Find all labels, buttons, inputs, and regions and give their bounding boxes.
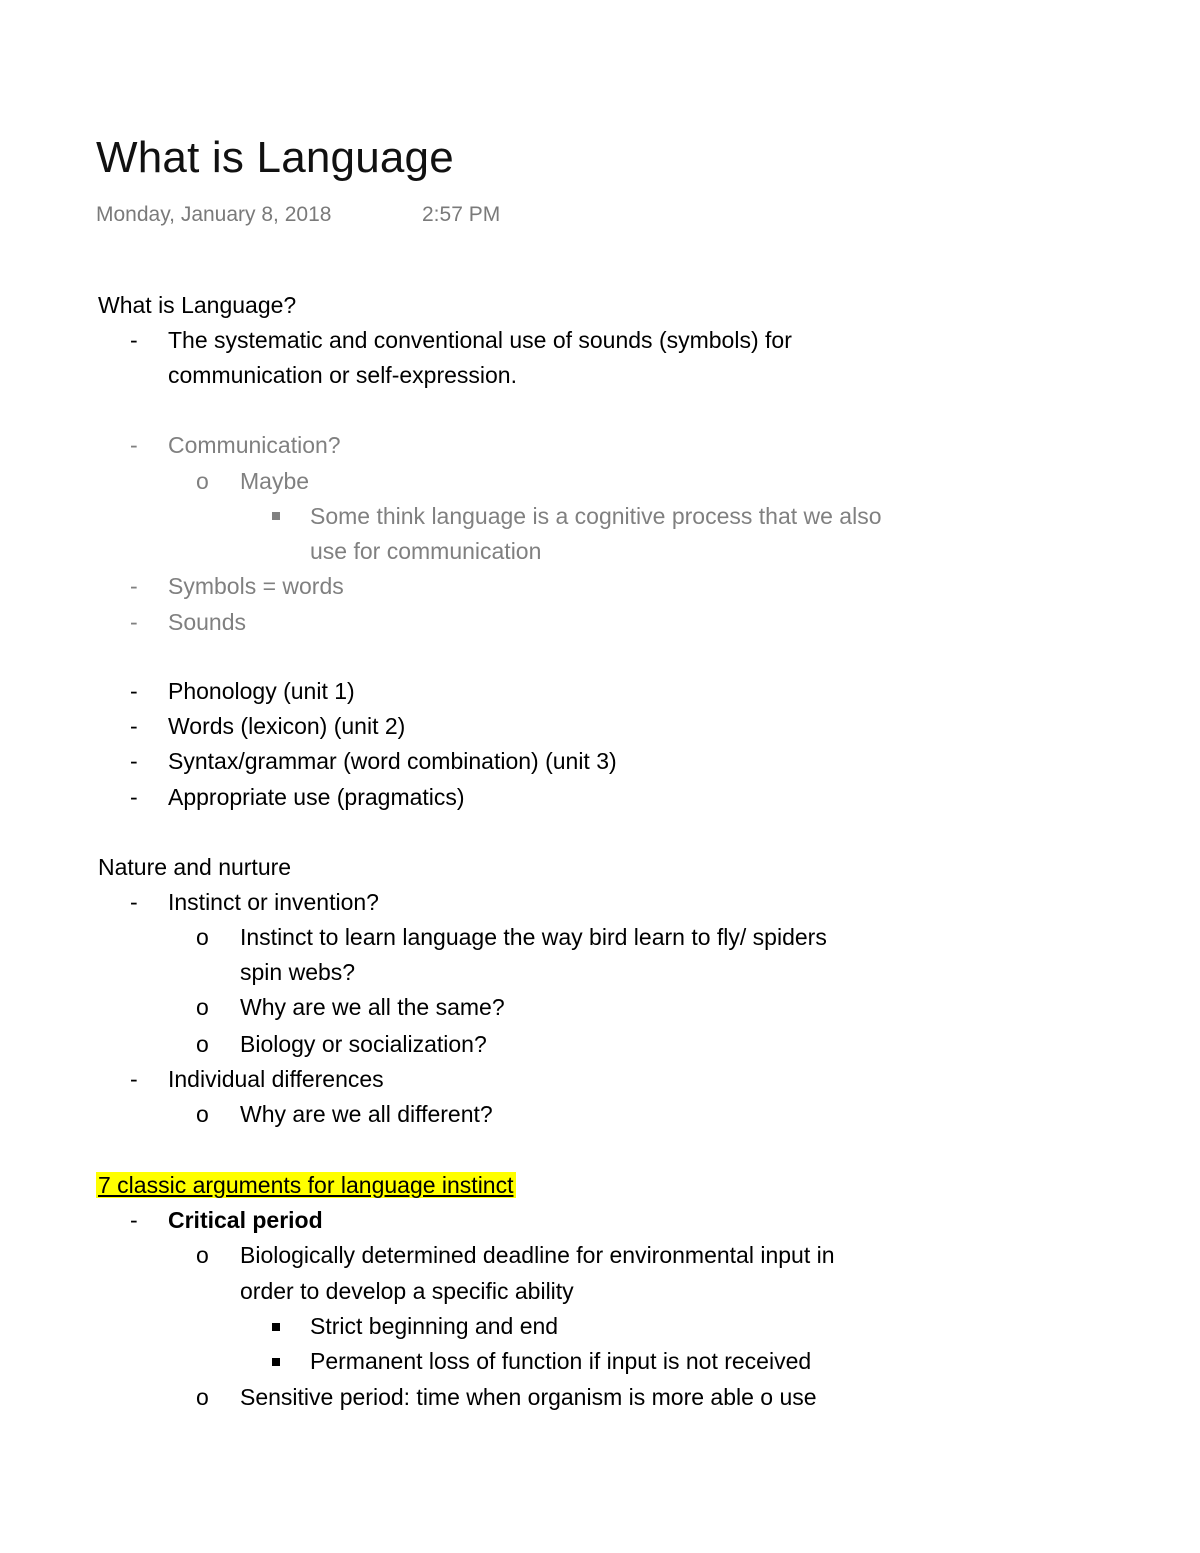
definition-line-2: communication or self-expression. [168,362,517,388]
dash-marker: - [130,784,138,810]
circle-marker: o [196,924,209,950]
item-instinct-or-invention: Instinct or invention? [168,889,379,915]
item-why-same: Why are we all the same? [240,994,505,1020]
dash-marker: - [130,748,138,774]
heading-nature-nurture: Nature and nurture [98,854,292,880]
item-individual-differences: Individual differences [168,1066,384,1092]
circle-marker: o [196,1031,209,1057]
bio-line-2: order to develop a specific ability [240,1278,574,1304]
dash-marker: - [130,609,138,635]
note-date: Monday, January 8, 2018 [96,203,332,226]
item-biology: Biology or socialization? [240,1031,487,1057]
dash-marker: - [130,573,138,599]
item-syntax: Syntax/grammar (word combination) (unit 3) [168,748,617,774]
circle-marker: o [196,1101,209,1127]
highlighted-heading-text: 7 classic arguments for language instinct [98,1172,514,1198]
item-maybe: Maybe [240,468,310,494]
item-communication: Communication? [168,432,341,458]
item-strict: Strict beginning and end [310,1313,559,1339]
dash-marker: - [130,432,138,458]
circle-marker: o [196,1384,209,1410]
square-bullet-icon [272,1358,280,1366]
dash-marker: - [130,1066,138,1092]
item-sounds: Sounds [168,609,247,635]
page-bottom-cutoff [0,1416,1200,1553]
dash-marker: - [130,889,138,915]
item-symbols: Symbols = words [168,573,344,599]
bio-line-1: Biologically determined deadline for environmental input in [240,1242,835,1268]
dash-marker: - [130,1207,138,1233]
heading-what-is-language: What is Language? [98,292,297,318]
some-think-line-1: Some think language is a cognitive process that we also [310,503,882,529]
circle-marker: o [196,1242,209,1268]
some-think-line-2: use for communication [310,538,542,564]
heading-classic-arguments [96,1168,516,1203]
sensitive-line-1: Sensitive period: time when organism is more able o use [240,1384,817,1410]
square-bullet-icon [272,1323,280,1331]
item-why-different: Why are we all different? [240,1101,493,1127]
item-appropriate-use: Appropriate use (pragmatics) [168,784,465,810]
item-phonology: Phonology (unit 1) [168,678,355,704]
square-bullet-icon [272,512,280,520]
instinct-line-1: Instinct to learn language the way bird learn to fly/ spiders [240,924,827,950]
item-permanent: Permanent loss of function if input is not received [310,1348,812,1374]
circle-marker: o [196,468,209,494]
dash-marker: - [130,678,138,704]
circle-marker: o [196,994,209,1020]
dash-marker: - [130,327,138,353]
item-critical-period: Critical period [168,1207,323,1233]
page-title: What is Language [96,133,454,182]
note-time: 2:57 PM [422,203,501,226]
item-words: Words (lexicon) (unit 2) [168,713,406,739]
dash-marker: - [130,713,138,739]
instinct-line-2: spin webs? [240,959,356,985]
definition-line-1: The systematic and conventional use of sounds (symbols) for [168,327,792,353]
